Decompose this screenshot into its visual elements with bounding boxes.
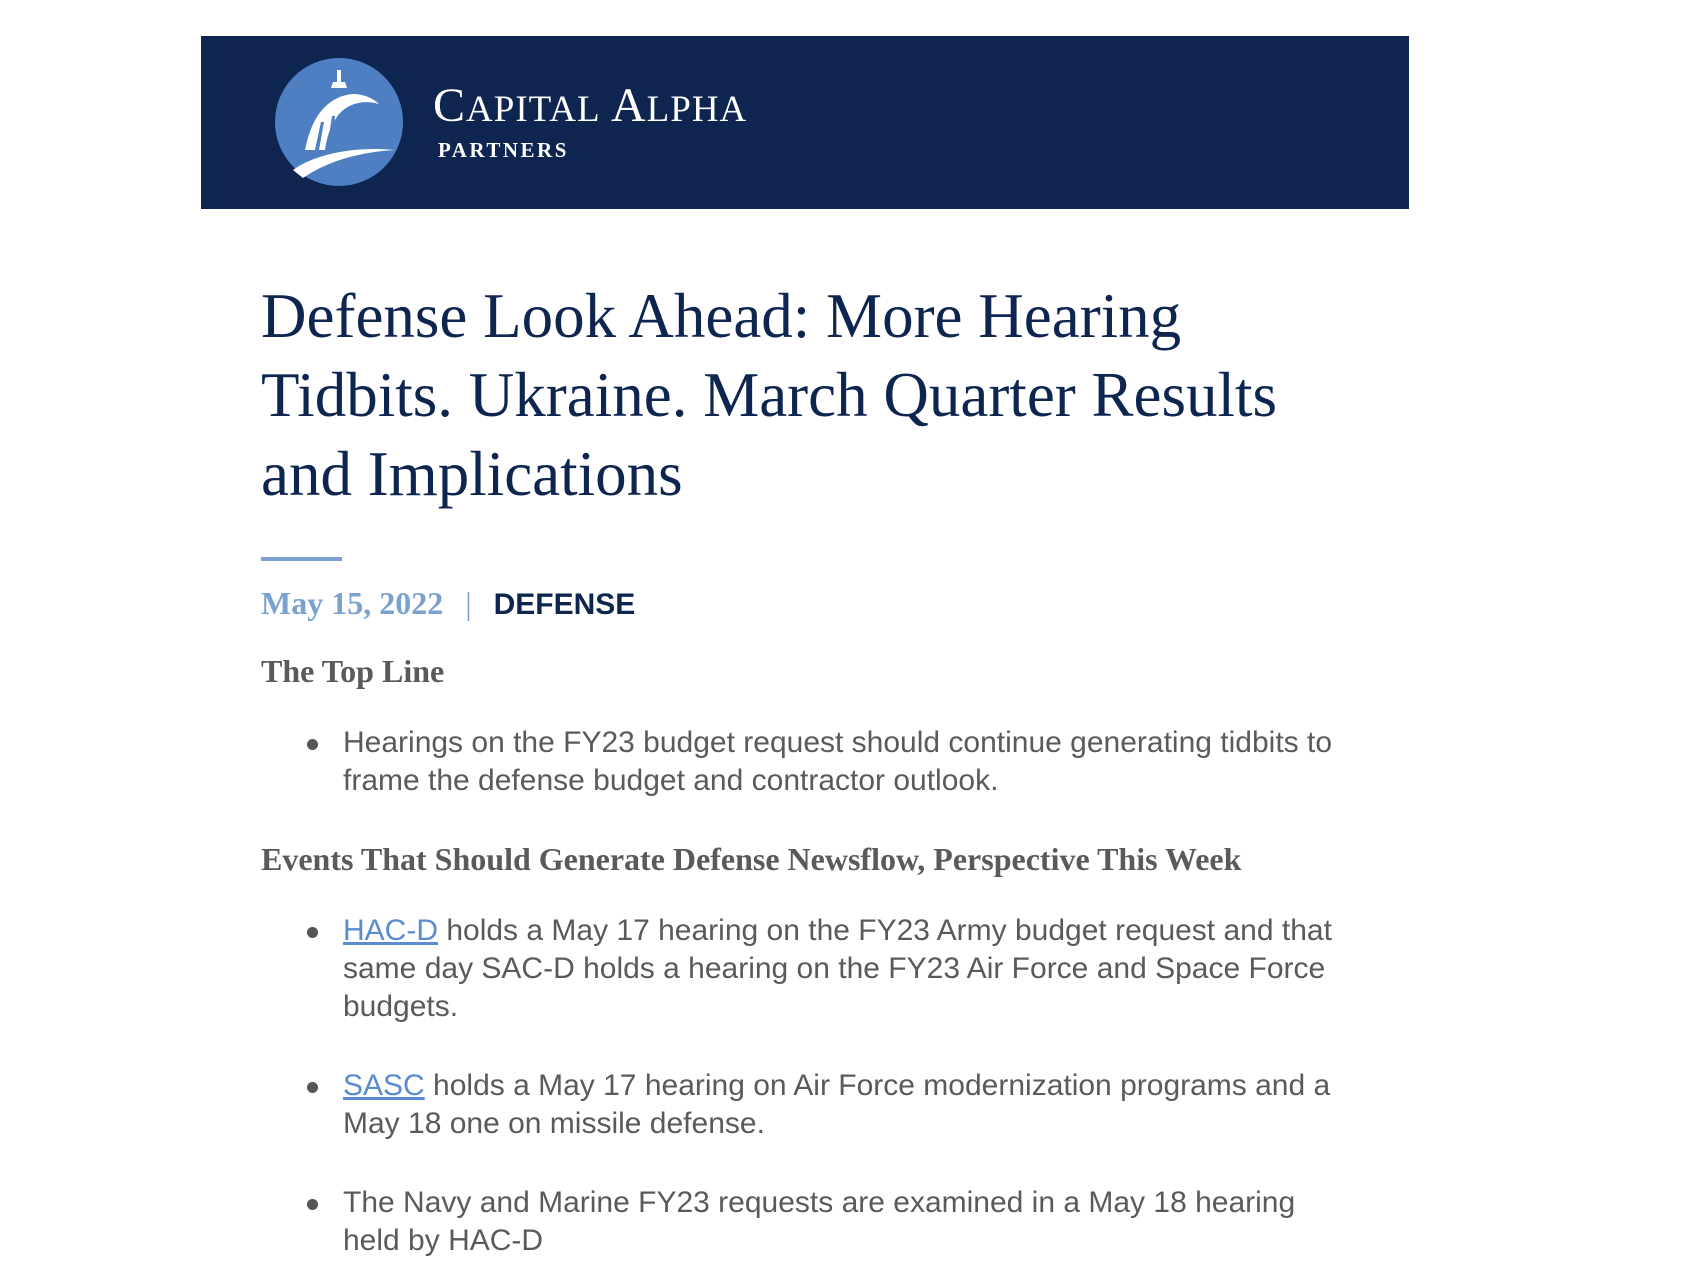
- section-heading-top-line: The Top Line: [261, 653, 445, 689]
- bullet-text: The Navy and Marine FY23 requests are examined in a May 18 hearing held by HAC-D: [343, 1186, 1296, 1257]
- list-item: [261, 1184, 1341, 1260]
- brand-word-capital: APITAL: [466, 89, 601, 130]
- events-list-3: [261, 1184, 1341, 1260]
- bullet-dot-icon: [307, 1199, 318, 1210]
- events-list: [261, 912, 1341, 1026]
- article-category[interactable]: DEFENSE: [493, 588, 636, 621]
- hac-d-link[interactable]: HAC-D: [343, 914, 438, 947]
- section-heading-events: Events That Should Generate Defense Newsflow, Perspective This Week: [261, 841, 1242, 877]
- bullet-dot-icon: [307, 1082, 318, 1093]
- brand-subtitle: PARTNERS: [438, 138, 569, 162]
- list-item: [261, 1067, 1341, 1143]
- title-divider: [261, 557, 342, 561]
- list-item: [261, 724, 1341, 800]
- article-date: May 15, 2022: [261, 585, 444, 621]
- sasc-link[interactable]: SASC: [343, 1069, 425, 1102]
- article-title: Defense Look Ahead: More Hearing Tidbits. Ukraine. March Quarter Results and Implications: [261, 281, 1278, 509]
- brand-word-alpha: LPHA: [646, 89, 748, 130]
- bullet-text: Hearings on the FY23 budget request should continue generating tidbits to frame the defense budget and contractor outlook.: [343, 726, 1333, 797]
- bullet-dot-icon: [307, 927, 318, 938]
- brand-name: [433, 79, 748, 132]
- header-banner: [201, 36, 1409, 209]
- article-meta: [261, 583, 635, 625]
- brand-initial-c: C: [433, 79, 467, 132]
- capitol-dome-icon: [275, 58, 403, 186]
- bullet-text: holds a May 17 hearing on the FY23 Army budget request and that same day SAC-D holds a hearing on the FY23 Air Force and Space Force budgets.: [343, 914, 1332, 1023]
- brand-initial-a: A: [610, 79, 647, 132]
- bullet-text: holds a May 17 hearing on Air Force modernization programs and a May 18 one on missile defense.: [343, 1069, 1331, 1140]
- meta-separator: |: [465, 585, 472, 621]
- list-item: [261, 912, 1341, 1026]
- events-list-2: [261, 1067, 1341, 1143]
- bullet-dot-icon: [307, 739, 318, 750]
- top-line-list: [261, 724, 1341, 800]
